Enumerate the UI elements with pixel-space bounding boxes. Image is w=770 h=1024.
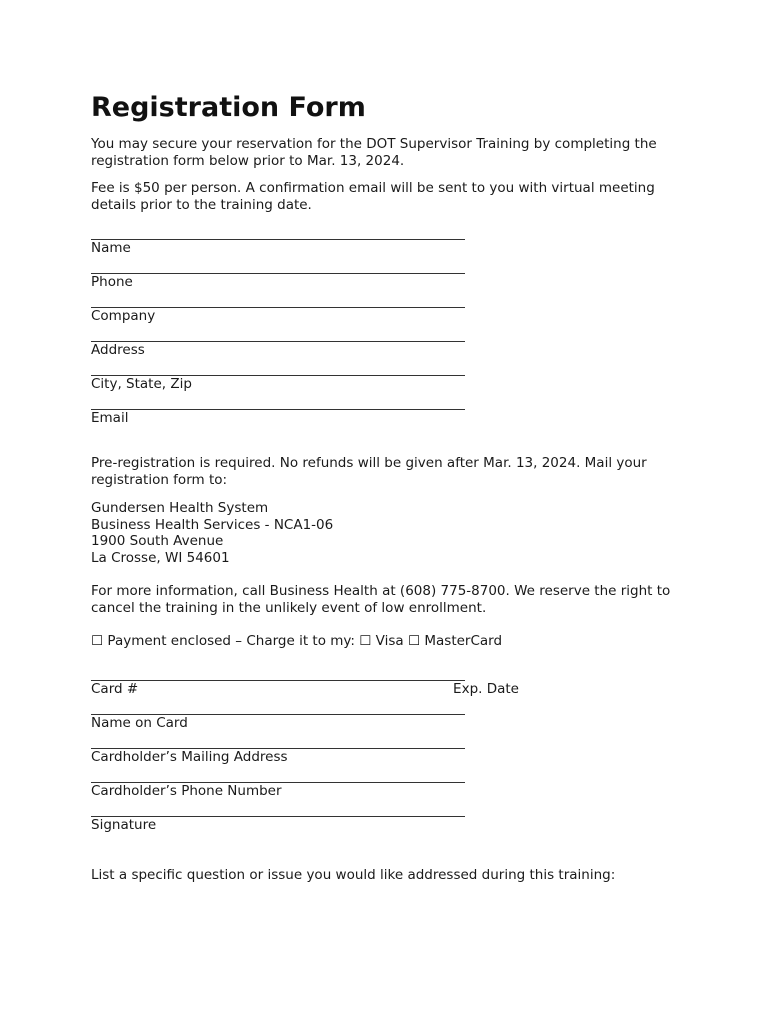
page-title: Registration Form: [91, 92, 366, 123]
cardholder-phone-label: Cardholder’s Phone Number: [91, 783, 282, 800]
company-label: Company: [91, 308, 156, 324]
address-label: Address: [91, 342, 145, 358]
name-on-card-field[interactable]: [91, 702, 691, 732]
card-number-label: Card #: [91, 681, 139, 698]
card-number-input-line[interactable]: [91, 668, 465, 681]
phone-label: Phone: [91, 274, 133, 290]
payment-options: [91, 633, 691, 650]
company-input-line[interactable]: [91, 295, 465, 308]
address-line-3: 1900 South Avenue: [91, 533, 224, 550]
phone-input-line[interactable]: [91, 261, 465, 274]
address-line-4: La Crosse, WI 54601: [91, 549, 230, 566]
city-state-zip-field[interactable]: [91, 363, 691, 393]
address-field[interactable]: [91, 329, 691, 359]
signature-label: Signature: [91, 817, 157, 834]
visa-checkbox[interactable]: ☐: [359, 633, 372, 650]
name-on-card-label: Name on Card: [91, 715, 188, 732]
payment-enclosed-checkbox[interactable]: ☐: [91, 633, 104, 650]
address-input-line[interactable]: [91, 329, 465, 342]
question-prompt: List a specific question or issue you would like addressed during this training:: [91, 867, 616, 884]
cardholder-phone-field[interactable]: [91, 770, 691, 800]
cardholder-phone-input-line[interactable]: [91, 770, 465, 783]
signature-field[interactable]: [91, 804, 691, 834]
name-label: Name: [91, 240, 131, 256]
name-input-line[interactable]: [91, 227, 465, 240]
preregistration-text: Pre-registration is required. No refunds will be given after Mar. 13, 2024. Mail your registration form to:: [91, 455, 647, 488]
exp-date-label: Exp. Date: [453, 681, 519, 698]
city-state-zip-label: City, State, Zip: [91, 376, 192, 392]
more-info-text: For more information, call Business Health at (608) 775-8700. We reserve the right to cancel the training in the unlikely event of low enrollment.: [91, 583, 671, 617]
name-field[interactable]: [91, 227, 691, 257]
email-label: Email: [91, 410, 129, 426]
city-state-zip-input-line[interactable]: [91, 363, 465, 376]
visa-label: Visa: [375, 633, 404, 650]
fee-text: Fee is $50 per person. A confirmation email will be sent to you with virtual meeting details prior to the training date.: [91, 180, 655, 213]
registrant-fields: [91, 227, 691, 427]
card-number-row: [91, 681, 519, 698]
signature-input-line[interactable]: [91, 804, 465, 817]
card-fields: [91, 668, 691, 834]
mastercard-label: MasterCard: [424, 633, 503, 650]
cardholder-mailing-address-label: Cardholder’s Mailing Address: [91, 749, 288, 766]
email-field[interactable]: [91, 397, 691, 427]
company-field[interactable]: [91, 295, 691, 325]
cardholder-mailing-address-field[interactable]: [91, 736, 691, 766]
cardholder-mailing-address-input-line[interactable]: [91, 736, 465, 749]
phone-field[interactable]: [91, 261, 691, 291]
mailing-address: [91, 500, 691, 566]
registration-form-page: [91, 92, 691, 884]
payment-enclosed-label: Payment enclosed – Charge it to my:: [107, 633, 355, 650]
card-number-field[interactable]: [91, 668, 691, 698]
intro-text: You may secure your reservation for the DOT Supervisor Training by completing the registration form below prior to Mar. 13, 2024.: [91, 136, 657, 169]
address-line-1: Gundersen Health System: [91, 500, 269, 516]
email-input-line[interactable]: [91, 397, 465, 410]
mastercard-checkbox[interactable]: ☐: [407, 633, 421, 650]
address-line-2: Business Health Services - NCA1-06: [91, 516, 334, 533]
name-on-card-input-line[interactable]: [91, 702, 465, 715]
